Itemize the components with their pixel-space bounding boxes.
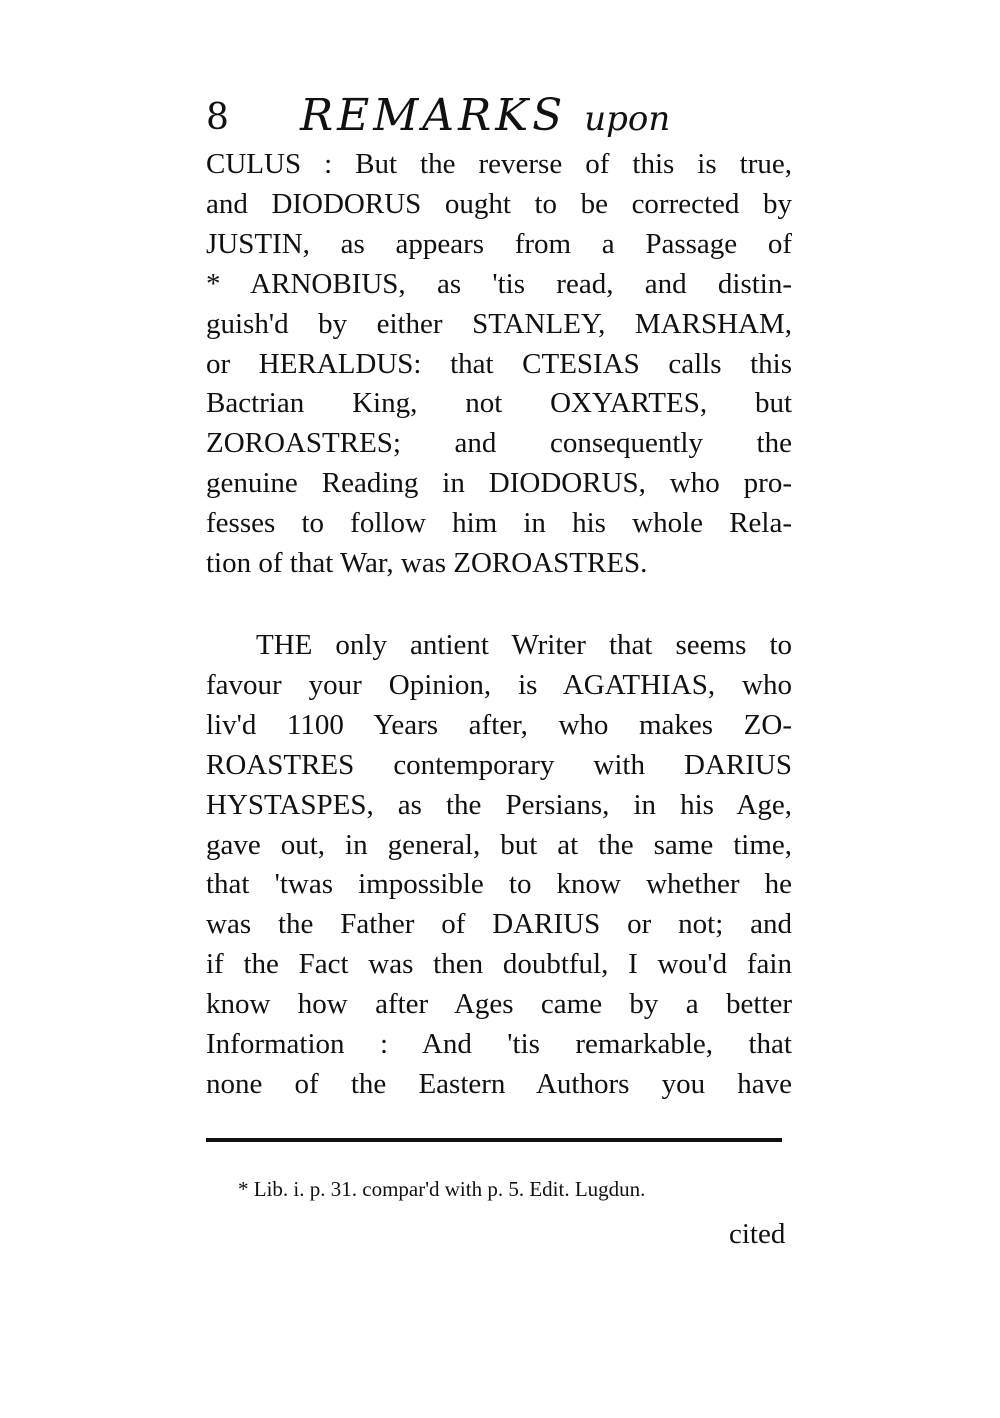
footnote-text: * Lib. i. p. 31. compar'd with p. 5. Edit. Lugdun. [238, 1177, 646, 1201]
paragraph-1-line-3: JUSTIN, as appears from a Passage of [206, 227, 792, 260]
paragraph-2-line-4: ROASTRES contemporary with DARIUS [206, 748, 792, 781]
paragraph-1-line-4: * ARNOBIUS, as 'tis read, and distin- [206, 267, 792, 300]
paragraph-1-line-1: CULUS : But the reverse of this is true, [206, 148, 792, 180]
paragraph-2-line-2: favour your Opinion, is AGATHIAS, who [206, 668, 792, 701]
paragraph-2-line-10: know how after Ages came by a better [206, 988, 792, 1021]
paragraph-2-line-1: THE only antient Writer that seems to [256, 629, 792, 661]
paragraph-1 [206, 145, 792, 584]
paragraph-1-line-10: fesses to follow him in his whole Rela- [206, 507, 792, 540]
paragraph-2-line-11: Information : And 'tis remarkable, that [206, 1028, 792, 1061]
paragraph-2-line-12: none of the Eastern Authors you have [206, 1067, 792, 1100]
running-head [300, 90, 670, 145]
catchword: cited [729, 1218, 786, 1250]
running-head-title: REMARKS [300, 90, 567, 141]
paragraph-2-line-3: liv'd 1100 Years after, who makes ZO- [206, 708, 792, 741]
paragraph-2-line-5: HYSTASPES, as the Persians, in his Age, [206, 788, 792, 821]
paragraph-2-line-7: that 'twas impossible to know whether he [206, 868, 792, 901]
paragraph-2-line-8: was the Father of DARIUS or not; and [206, 908, 792, 941]
paragraph-1-line-6: or HERALDUS: that CTESIAS calls this [206, 347, 792, 380]
paragraph-2-line-6: gave out, in general, but at the same time, [206, 828, 792, 861]
paragraph-1-line-11: tion of that War, was ZOROASTRES. [206, 547, 648, 580]
paragraph-1-line-5: guish'd by either STANLEY, MARSHAM, [206, 307, 792, 340]
paragraph-1-line-7: Bactrian King, not OXYARTES, but [206, 387, 792, 420]
running-head-suffix: upon [584, 99, 671, 139]
page-number: 8 [206, 97, 229, 138]
paragraph-1-line-2: and DIODORUS ought to be corrected by [206, 187, 792, 220]
paragraph-2-line-9: if the Fact was then doubtful, I wou'd fain [206, 948, 792, 981]
paragraph-1-line-8: ZOROASTRES; and consequently the [206, 427, 792, 460]
paragraph-1-line-9: genuine Reading in DIODORUS, who pro- [206, 467, 792, 500]
footnote-divider [206, 1138, 782, 1142]
paragraph-2 [206, 626, 792, 1105]
